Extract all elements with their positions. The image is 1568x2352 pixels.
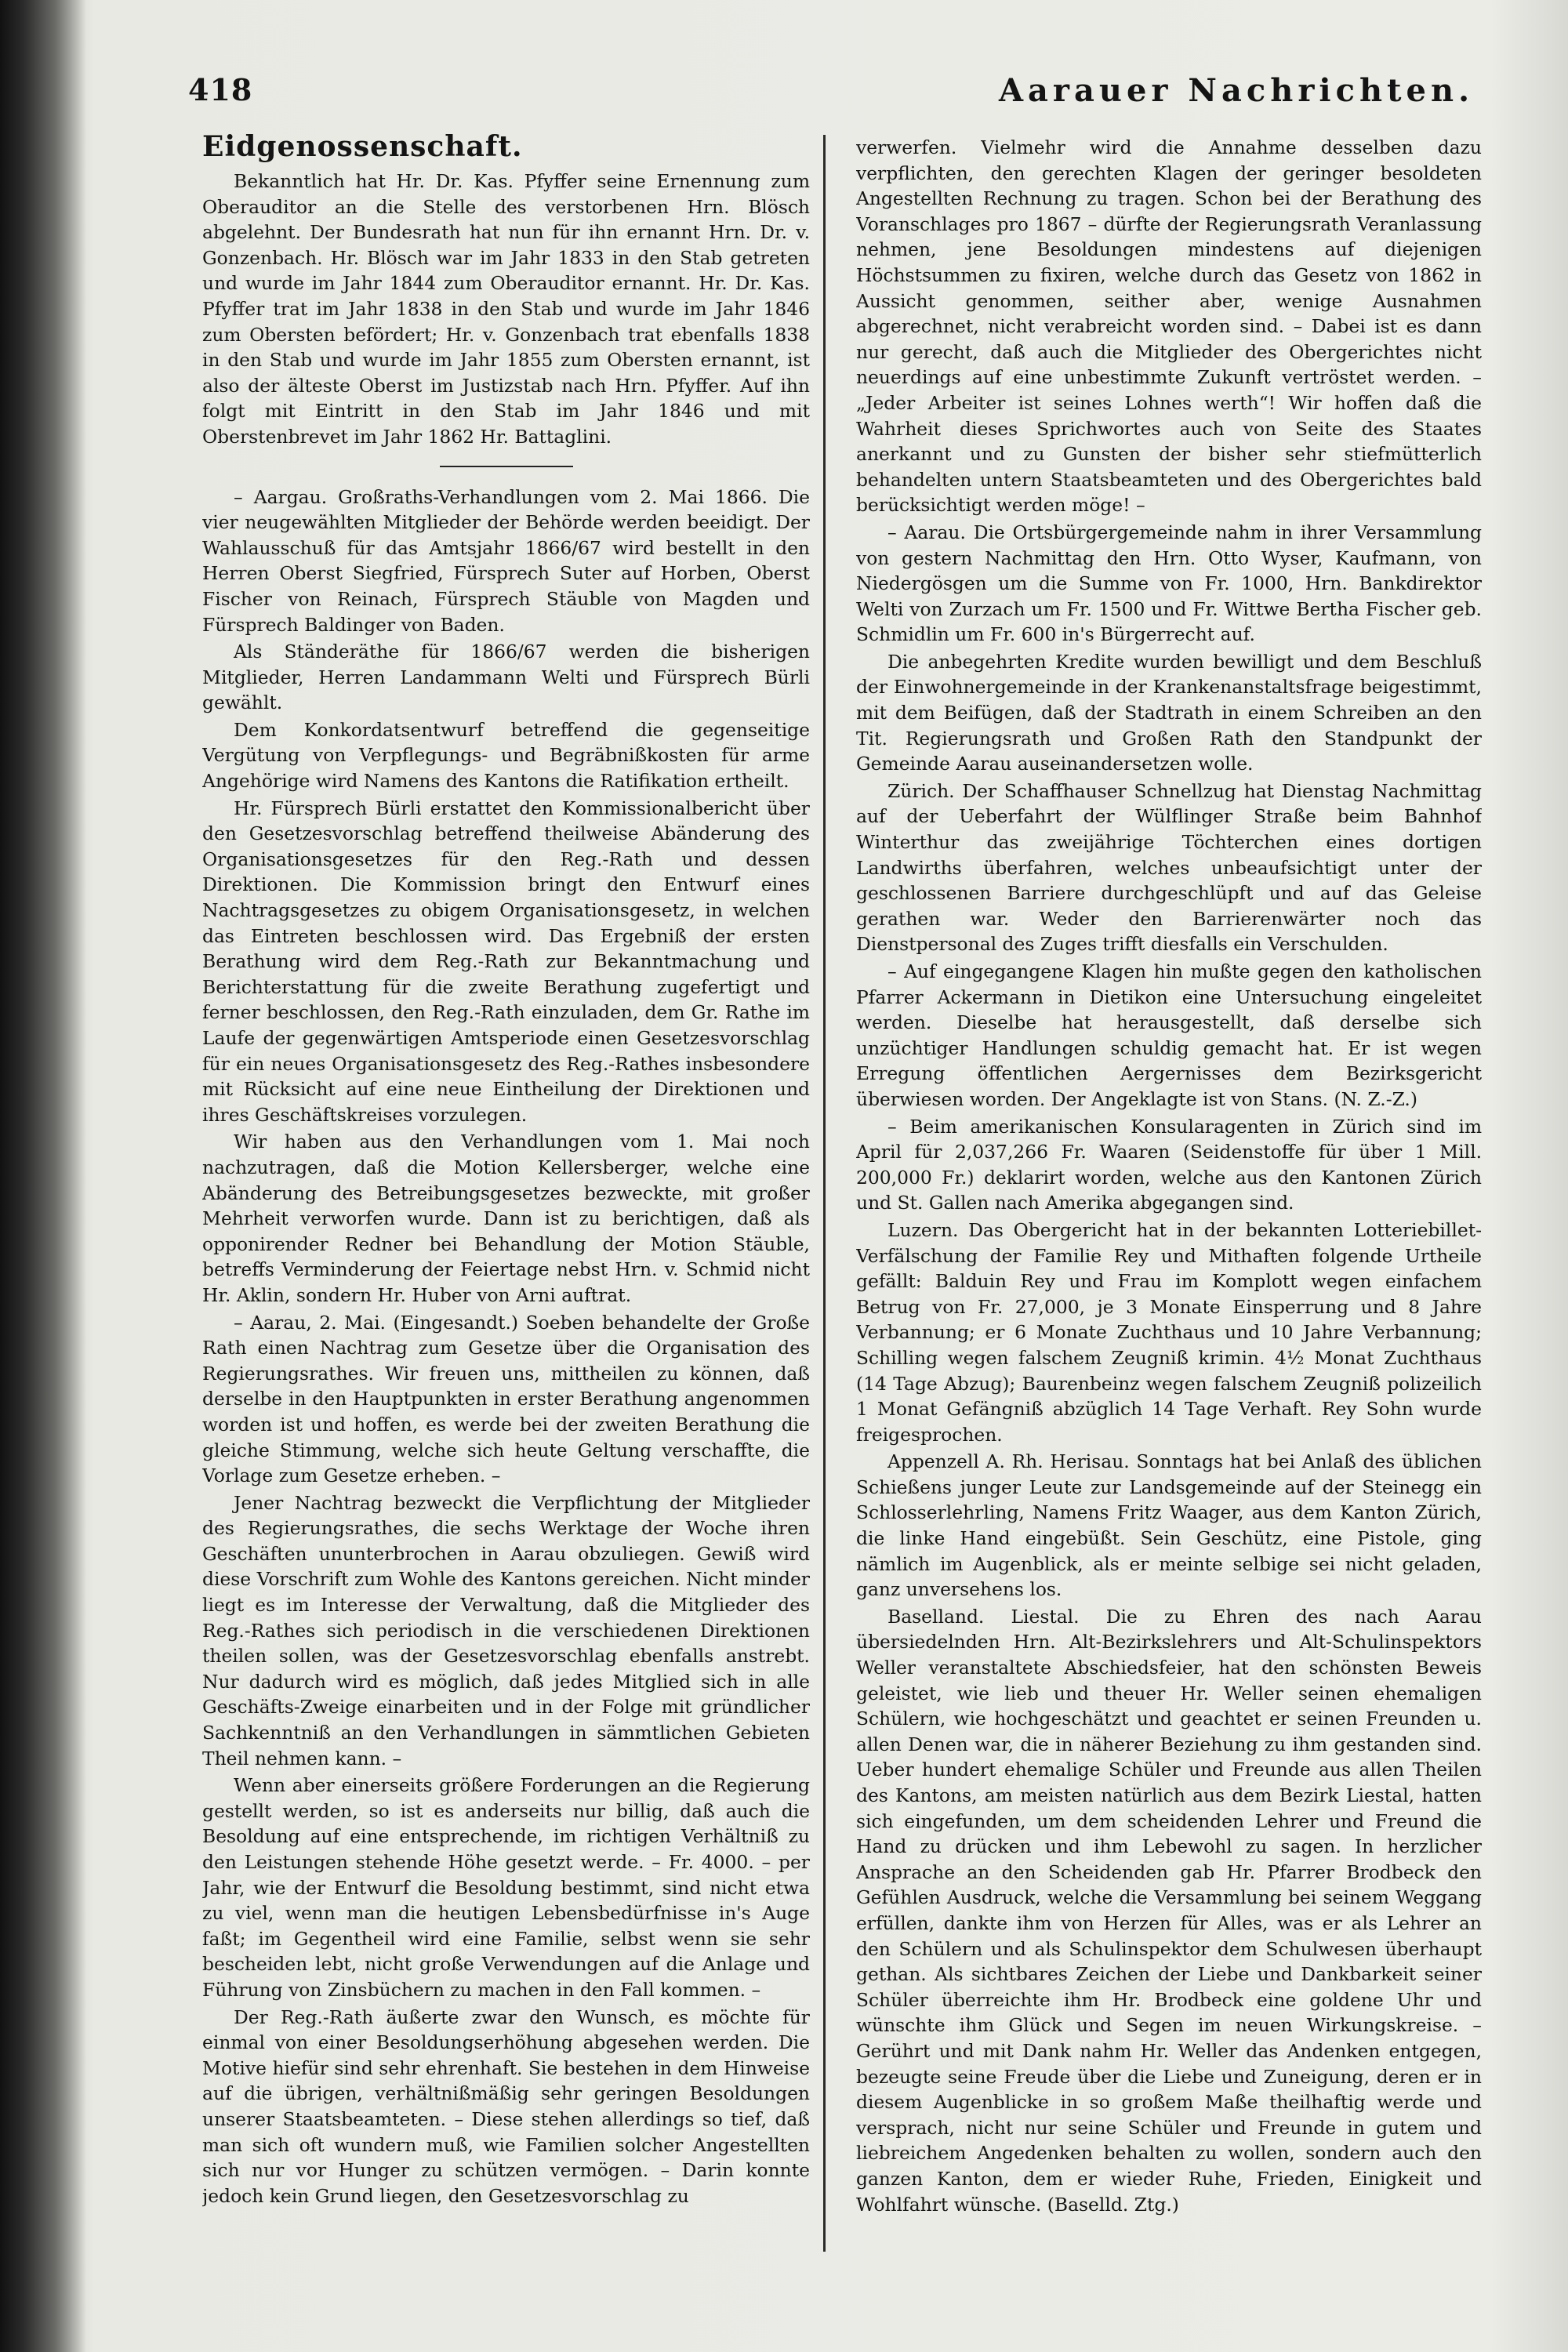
column-divider bbox=[823, 135, 826, 2252]
masthead: Aarauer Nachrichten. bbox=[998, 72, 1474, 109]
article-paragraph: – Aarau. Die Ortsbürgergemeinde nahm in ihrer Versammlung von gestern Nachmittag den Hrn. Otto Wyser, Kaufmann, von Niedergösgen um die Summe von Fr. 1000, Hrn. Bankdirektor Welti von Zurzach um Fr. 1500 und Fr. Wittwe Bertha Fischer geb. Schmidlin um Fr. 600 in's Bürgerrecht auf. bbox=[856, 521, 1482, 646]
article-paragraph: – Aargau. Großraths-Verhandlungen vom 2. Mai 1866. Die vier neugewählten Mitglieder der Behörde werden beeidigt. Der Wahlausschuß für das Amtsjahr 1866/67 wird bestellt in den Herren Oberst Siegfried, Fürsprech Suter auf Horben, Oberst Fischer von Reinach, Fürsprech Stäuble von Magden und Fürsprech Baldinger von Baden. bbox=[202, 485, 810, 636]
article-paragraph: Hr. Fürsprech Bürli erstattet den Kommissionalbericht über den Gesetzesvorschlag betreffend theilweise Abänderung des Organisationsgesetzes für den Reg.-Rath und dessen Direktionen. Die Kommission bringt den Entwurf eines Nachtragsgesetzes zu obigem Organisationsgesetz, in welchen das Eintreten beschlossen wird. Das Ergebniß der ersten Berathung wird dem Reg.-Rath zur Bekanntmachung und Berichterstattung für die zweite Berathung zugefertigt und ferner beschlossen, den Reg.-Rath einzuladen, dem Gr. Rathe im Laufe der gegenwärtigen Amtsperiode einen Gesetzesvorschlag für ein neues Organisationsgesetz des Reg.-Rathes insbesondere mit Rücksicht auf eine neue Eintheilung der Direktionen und ihres Geschäftskreises vorzulegen. bbox=[202, 797, 810, 1126]
article-paragraph: – Aarau, 2. Mai. (Eingesandt.) Soeben behandelte der Große Rath einen Nachtrag zum Gesetze über die Organisation des Regierungsrathes. Wir freuen uns, mittheilen zu können, daß derselbe in den Hauptpunkten in erster Berathung angenommen worden ist und hoffen, es werde bei der zweiten Berathung die gleiche Stimmung, welche sich heute Geltung verschaffte, die Vorlage zum Gesetze erheben. – bbox=[202, 1311, 810, 1487]
section-divider bbox=[440, 466, 573, 467]
left-column bbox=[202, 129, 810, 2325]
section-title: Eidgenossenschaft. bbox=[202, 130, 523, 163]
article-paragraph: – Auf eingegangene Klagen hin mußte gegen den katholischen Pfarrer Ackermann in Dietikon eine Untersuchung eingeleitet werden. Dieselbe hat herausgestellt, daß derselbe sich unzüchtiger Handlungen schuldig gemacht hat. Er ist wegen Erregung öffentlichen Aergernisses dem Bezirksgericht überwiesen worden. Der Angeklagte ist von Stans. (N. Z.-Z.) bbox=[856, 960, 1482, 1110]
article-paragraph: Jener Nachtrag bezweckt die Verpflichtung der Mitglieder des Regierungsrathes, die sechs Werktage der Woche ihren Geschäften ununterbrochen in Aarau obzuliegen. Gewiß wird diese Vorschrift zum Wohle des Kantons gereichen. Nicht minder liegt es im Interesse der Verwaltung, daß die Mitglieder des Reg.-Rathes sich periodisch in die verschiedenen Direktionen theilen sollen, was der Gesetzesvorschlag ebenfalls anstrebt. Nur dadurch wird es möglich, daß jedes Mitglied sich in alle Geschäfts-Zweige einarbeiten und in der Folge mit gründlicher Sachkenntniß an den Verhandlungen in sämmtlichen Gebieten Theil nehmen kann. – bbox=[202, 1491, 810, 1769]
article-paragraph: Als Ständeräthe für 1866/67 werden die bisherigen Mitglieder, Herren Landammann Welti und Fürsprech Bürli gewählt. bbox=[202, 641, 810, 714]
article-paragraph: Luzern. Das Obergericht hat in der bekannten Lotteriebillet-Verfälschung der Familie Rey und Mithaften folgende Urtheile gefällt: Balduin Rey und Frau im Komplott wegen einfachem Betrug von Fr. 27,000, je 3 Monate Einsperrung und 8 Jahre Verbannung; er 6 Monate Zuchthaus und 10 Jahre Verbannung; Schilling wegen falschem Zeugniß krimin. 4½ Monat Zuchthaus (14 Tage Abzug); Baurenbeinz wegen falschem Zeugniß polizeilich 1 Monat Gefängniß abzüglich 14 Tage Verhaft. Rey Sohn wurde freigesprochen. bbox=[856, 1218, 1482, 1446]
page-binding-shadow bbox=[0, 0, 86, 2352]
article-paragraph: Zürich. Der Schaffhauser Schnellzug hat Dienstag Nachmittag auf der Ueberfahrt der Wülflinger Straße beim Bahnhof Winterthur das zweijährige Töchterchen eines dortigen Landwirths überfahren, welches unbeaufsichtigt unter der geschlossenen Barriere durchgeschlüpft und auf das Geleise gerathen war. Weder den Barrierenwärter noch das Dienstpersonal des Zuges trifft diesfalls ein Verschulden. bbox=[856, 779, 1482, 956]
article-paragraph: Appenzell A. Rh. Herisau. Sonntags hat bei Anlaß des üblichen Schießens junger Leute zur Landsgemeinde auf der Steinegg ein Schlosserlehrling, Namens Fritz Waager, aus dem Kanton Zürich, die linke Hand eingebüßt. Sein Geschütz, eine Pistole, ging nämlich im Augenblick, als er meinte selbige sei nicht geladen, ganz unversehens los. bbox=[856, 1450, 1482, 1601]
article-paragraph: – Beim amerikanischen Konsularagenten in Zürich sind im April für 2,037,266 Fr. Waaren (Seidenstoffe für über 1 Mill. 200,000 Fr.) deklarirt worden, welche aus den Kantonen Zürich und St. Gallen nach Amerika abgegangen sind. bbox=[856, 1115, 1482, 1214]
right-column bbox=[856, 135, 1482, 2330]
article-paragraph: Dem Konkordatsentwurf betreffend die gegenseitige Vergütung von Verpflegungs- und Begräbnißkosten für arme Angehörige wird Namens des Kantons die Ratifikation ertheilt. bbox=[202, 718, 810, 793]
article-paragraph: Wenn aber einerseits größere Forderungen an die Regierung gestellt werden, so ist es anderseits nur billig, daß auch die Besoldung auf eine entsprechende, im richtigen Verhältniß zu den Leistungen stehende Höhe gesetzt werde. – Fr. 4000. – per Jahr, wie der Entwurf die Besoldung bestimmt, sind nicht etwa zu viel, wenn man die heutigen Lebensbedürfnisse in's Auge faßt; im Gegentheil wird eine Familie, selbst wenn sie sehr bescheiden lebt, nicht große Verwendungen auf die Anlage und Führung von Zinsbüchern zu machen in den Fall kommen. – bbox=[202, 1774, 810, 2001]
page-number: 418 bbox=[188, 72, 253, 107]
article-paragraph: verwerfen. Vielmehr wird die Annahme desselben dazu verpflichten, den gerechten Klagen der geringer besoldeten Angestellten Rechnung zu tragen. Schon bei der Berathung des Voranschlages pro 1867 – dürfte der Regierungsrath Veranlassung nehmen, jene Besoldungen mindestens auf diejenigen Höchstsummen zu fixiren, welche durch das Gesetz von 1862 in Aussicht genommen, seither aber, wenige Ausnahmen abgerechnet, nicht verabreicht worden sind. – Dabei ist es dann nur gerecht, daß auch die Mitglieder des Obergerichtes nicht neuerdings auf eine unbestimmte Zukunft vertröstet werden. – „Jeder Arbeiter ist seines Lohnes werth“! Wir hoffen daß die Wahrheit dieses Sprichwortes auch von Seite des Staates anerkannt und zu Gunsten der bisher sehr stiefmütterlich behandelten untern Staatsbeamteten und des Obergerichtes bald berücksichtigt werden möge! – bbox=[856, 136, 1482, 517]
article-paragraph: Baselland. Liestal. Die zu Ehren des nach Aarau übersiedelnden Hrn. Alt-Bezirkslehrers und Alt-Schulinspektors Weller veranstaltete Abschiedsfeier, hat den schönsten Beweis geleistet, wie lieb und theuer Hr. Weller seinen ehemaligen Schülern, wie hochgeschätzt und geachtet er seinen Freunden u. allen Denen war, die in näherer Beziehung zu ihm gestanden sind. Ueber hundert ehemalige Schüler und Freunde aus allen Theilen des Kantons, am meisten natürlich aus dem Bezirk Liestal, hatten sich eingefunden, um dem scheidenden Lehrer und Freund die Hand zu drücken und ihm Lebewohl zu sagen. In herzlicher Ansprache an den Scheidenden gab Hr. Pfarrer Brodbeck den Gefühlen Ausdruck, welche die Versammlung bei seinem Weggang erfüllen, dankte ihm von Herzen für Alles, was er als Lehrer an den Schülern und als Schulinspektor dem Schulwesen überhaupt gethan. Als sichtbares Zeichen der Liebe und Dankbarkeit seiner Schüler überreichte ihm Hr. Brodbeck eine goldene Uhr und wünschte ihm Glück und Segen im neuen Wirkungskreise. – Gerührt und mit Dank nahm Hr. Weller das Andenken entgegen, bezeugte seine Freude über die Liebe und Zuneigung, deren er in diesem Augenblicke in so großem Maße theilhaftig werde und versprach, nicht nur seine Schüler und Freunde in gutem und liebreichem Angedenken behalten zu wollen, sondern auch den ganzen Kanton, dem er wieder Ruhe, Frieden, Einigkeit und Wohlfahrt wünsche. (Baselld. Ztg.) bbox=[856, 1605, 1482, 2216]
article-paragraph: Die anbegehrten Kredite wurden bewilligt und dem Beschluß der Einwohnergemeinde in der Krankenanstaltsfrage beigestimmt, mit dem Beifügen, daß der Stadtrath in einem Schreiben an den Tit. Regierungsrath und Großen Rath den Standpunkt der Gemeinde Aarau auseinandersetzen wolle. bbox=[856, 650, 1482, 775]
article-paragraph: Bekanntlich hat Hr. Dr. Kas. Pfyffer seine Ernennung zum Oberauditor an die Stelle des verstorbenen Hrn. Blösch abgelehnt. Der Bundesrath hat nun für ihn ernannt Hrn. Dr. v. Gonzenbach. Hr. Blösch war im Jahr 1833 in den Stab getreten und wurde im Jahr 1844 zum Oberauditor ernannt. Hr. Dr. Kas. Pfyffer trat im Jahr 1838 in den Stab und wurde im Jahr 1846 zum Obersten befördert; Hr. v. Gonzenbach trat ebenfalls 1838 in den Stab und wurde im Jahr 1855 zum Obersten ernannt, ist also der älteste Oberst im Justizstab nach Hrn. Pfyffer. Auf ihn folgt mit Eintritt in den Stab im Jahr 1846 und mit Oberstenbrevet im Jahr 1862 Hr. Battaglini. bbox=[202, 170, 810, 448]
page-header bbox=[188, 72, 1474, 127]
article-paragraph: Wir haben aus den Verhandlungen vom 1. Mai noch nachzutragen, daß die Motion Kellersberger, welche eine Abänderung des Betreibungsgesetzes bezweckte, mit großer Mehrheit verworfen wurde. Dann ist zu berichtigen, daß als opponirender Redner bei Behandlung der Motion Stäuble, betreffs Verminderung der Feiertage nebst Hrn. v. Schmid nicht Hr. Aklin, sondern Hr. Huber von Arni auftrat. bbox=[202, 1131, 810, 1306]
article-paragraph: Der Reg.-Rath äußerte zwar den Wunsch, es möchte für einmal von einer Besoldungserhöhung abgesehen werden. Die Motive hiefür sind sehr ehrenhaft. Sie bestehen in dem Hinweise auf die übrigen, verhältnißmäßig sehr geringen Besoldungen unserer Staatsbeamteten. – Diese stehen allerdings so tief, daß man sich oft wundern muß, wie Familien solcher Angestellten sich nur vor Hunger zu schützen vermögen. – Darin konnte jedoch kein Grund liegen, den Gesetzesvorschlag zu bbox=[202, 2005, 810, 2207]
